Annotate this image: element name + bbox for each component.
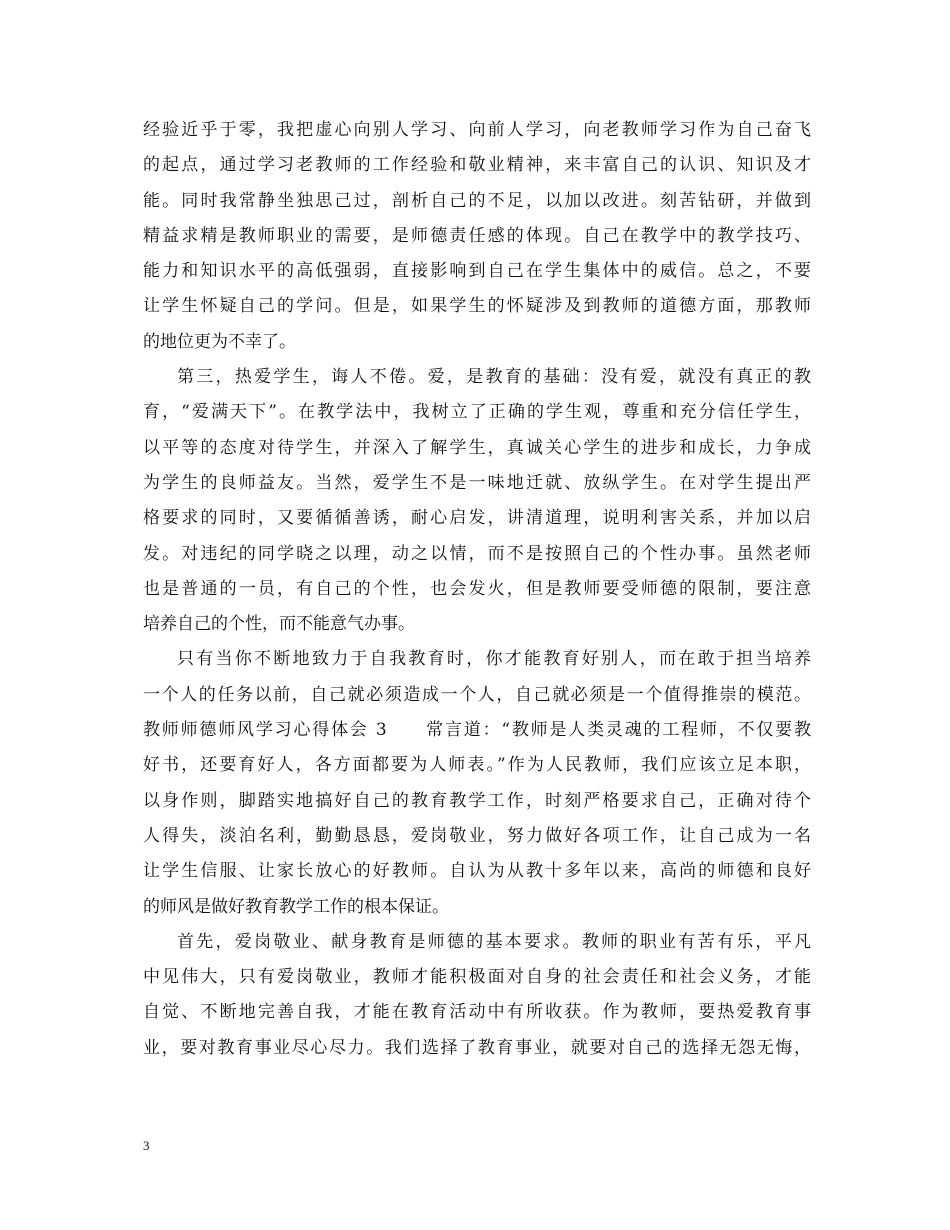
text-line: 以平等的态度对待学生，并深入了解学生，真诚关心学生的进步和成长，力争成 [143,437,811,458]
text-line: 以身作则，脚踏实地搞好自己的教育教学工作，时刻严格要求自己，正确对待个 [143,790,811,811]
text-line: 的地位更为不幸了。 [143,331,296,352]
text-line: 首先，爱岗敬业、献身教育是师德的基本要求。教师的职业有苦有乐，平凡 [177,931,811,952]
text-line: 让学生信服、让家长放心的好教师。自认为从教十多年以来，高尚的师德和良好 [143,861,811,882]
text-line: 一个人的任务以前，自己就必须造成一个人，自己就必须是一个值得推崇的模范。 [143,684,811,705]
text-line: 人得失，淡泊名利，勤勤恳恳，爱岗敬业，努力做好各项工作，让自己成为一名 [143,825,811,846]
text-line: 让学生怀疑自己的学问。但是，如果学生的怀疑涉及到教师的道德方面，那教师 [143,296,811,317]
text-line: 教师师德师风学习心得体会 3 常言道：“教师是人类灵魂的工程师，不仅要教 [143,720,811,741]
text-line: 能。同时我常静坐独思己过，剖析自己的不足，以加以改进。刻苦钻研，并做到 [143,190,811,211]
text-line: 为学生的良师益友。当然，爱学生不是一味地迁就、放纵学生。在对学生提出严 [143,472,811,493]
text-line: 也是普通的一员，有自己的个性，也会发火，但是教师要受师德的限制，要注意 [143,578,811,599]
text-line: 只有当你不断地致力于自我教育时，你才能教育好别人，而在敢于担当培养 [177,649,811,670]
text-line: 育，“爱满天下”。在教学法中，我树立了正确的学生观，尊重和充分信任学生， [143,402,811,423]
text-line: 业，要对教育事业尽心尽力。我们选择了教育事业，就要对自己的选择无怨无悔， [143,1037,811,1058]
text-line: 格要求的同时，又要循循善诱，耐心启发，讲清道理，说明利害关系，并加以启 [143,508,811,529]
text-line: 经验近乎于零，我把虚心向别人学习、向前人学习，向老教师学习作为自己奋飞 [143,120,811,140]
text-line: 中见伟大，只有爱岗敬业，教师才能积极面对自身的社会责任和社会义务，才能 [143,967,811,988]
text-line: 第三，热爱学生，诲人不倦。爱，是教育的基础：没有爱，就没有真正的教 [177,367,811,388]
page-number: 3 [143,1138,150,1153]
text-line: 发。对违纪的同学晓之以理，动之以情，而不是按照自己的个性办事。虽然老师 [143,543,811,564]
text-line: 的师风是做好教育教学工作的根本保证。 [143,896,449,917]
text-line: 好书，还要育好人，各方面都要为人师表。”作为人民教师，我们应该立足本职， [143,755,811,776]
text-line: 自觉、不断地完善自我，才能在教育活动中有所收获。作为教师，要热爱教育事 [143,1002,811,1023]
text-line: 的起点，通过学习老教师的工作经验和敬业精神，来丰富自己的认识、知识及才 [143,155,811,176]
text-line: 培养自己的个性，而不能意气办事。 [143,614,415,635]
body-text [143,113,811,1066]
text-line: 能力和知识水平的高低强弱，直接影响到自己在学生集体中的威信。总之，不要 [143,261,811,282]
text-line: 精益求精是教师职业的需要，是师德责任感的体现。自己在教学中的教学技巧、 [143,225,811,246]
